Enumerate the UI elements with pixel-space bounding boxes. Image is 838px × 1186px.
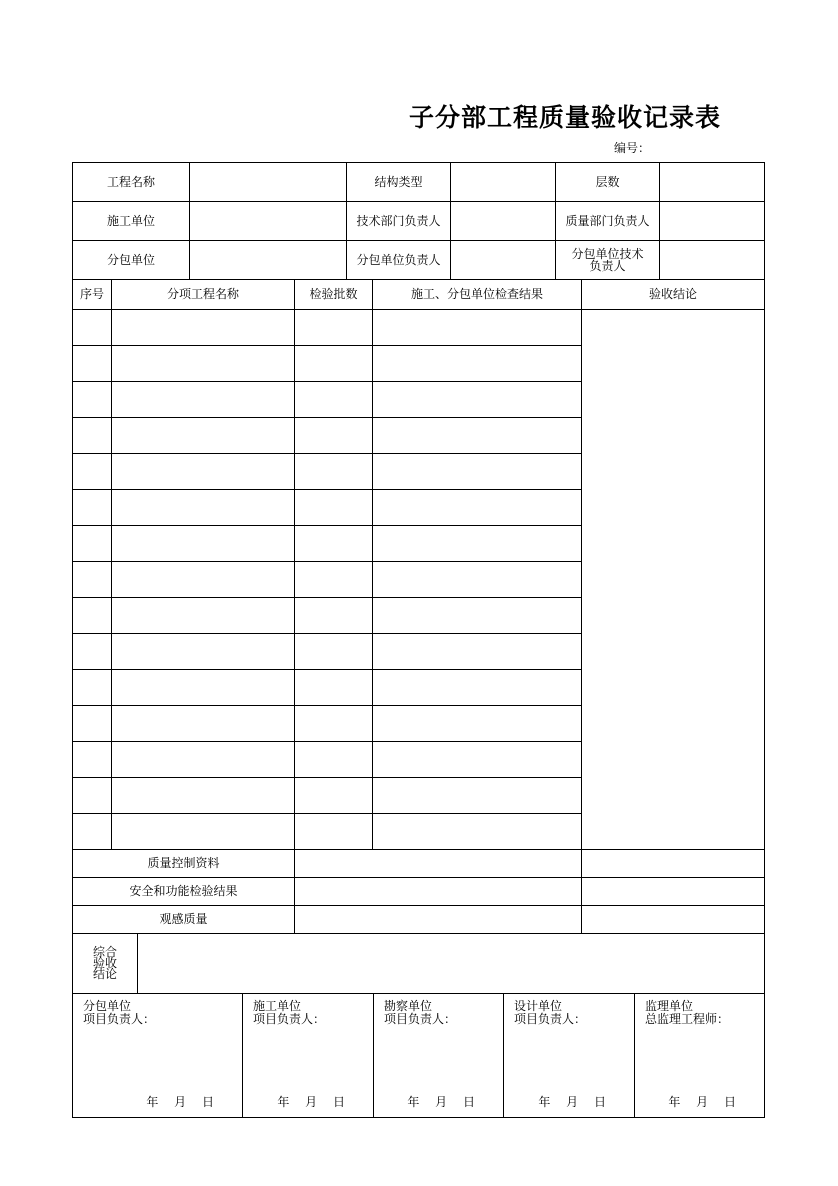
row-item-name[interactable]: [111, 453, 295, 490]
appearance-conclusion[interactable]: [581, 905, 765, 934]
row-check-result[interactable]: [372, 381, 582, 418]
signature-role: 项目负责人：: [384, 1012, 457, 1026]
row-no[interactable]: [72, 309, 112, 346]
overall-field[interactable]: [137, 933, 765, 994]
row-no[interactable]: [72, 813, 112, 850]
label-subcontractor: 分包单位: [72, 240, 190, 280]
label-sub-tech-manager: [555, 240, 660, 280]
header-item-name: 分项工程名称: [111, 279, 295, 310]
label-project-name: 工程名称: [72, 162, 190, 202]
label-safety-results: 安全和功能检验结果: [72, 877, 295, 906]
row-item-name[interactable]: [111, 741, 295, 778]
signature-block[interactable]: [373, 993, 504, 1118]
signature-block[interactable]: [634, 993, 765, 1118]
signature-unit: 监理单位: [645, 999, 694, 1013]
quality-manager-field[interactable]: [659, 201, 765, 241]
row-check-result[interactable]: [372, 669, 582, 706]
signature-role: 项目负责人：: [83, 1012, 156, 1026]
contractor-field[interactable]: [189, 201, 347, 241]
row-no[interactable]: [72, 345, 112, 382]
row-check-result[interactable]: [372, 561, 582, 598]
row-batch-count[interactable]: [294, 309, 373, 346]
header-batch-count: 检验批数: [294, 279, 373, 310]
label-line: 验收: [92, 956, 117, 970]
row-batch-count[interactable]: [294, 561, 373, 598]
row-check-result[interactable]: [372, 597, 582, 634]
row-no[interactable]: [72, 597, 112, 634]
signature-role: 项目负责人：: [514, 1012, 587, 1026]
code-label: 编号：: [614, 141, 651, 155]
project-name-field[interactable]: [189, 162, 347, 202]
signature-role: 总监理工程师：: [645, 1012, 730, 1026]
row-batch-count[interactable]: [294, 417, 373, 454]
quality-docs-conclusion[interactable]: [581, 849, 765, 878]
signature-date: 年 月 日: [538, 1095, 606, 1109]
row-no[interactable]: [72, 705, 112, 742]
row-check-result[interactable]: [372, 453, 582, 490]
row-batch-count[interactable]: [294, 345, 373, 382]
signature-date: 年 月 日: [668, 1095, 736, 1109]
safety-results-conclusion[interactable]: [581, 877, 765, 906]
row-no[interactable]: [72, 669, 112, 706]
row-batch-count[interactable]: [294, 669, 373, 706]
row-item-name[interactable]: [111, 813, 295, 850]
floors-field[interactable]: [659, 162, 765, 202]
label-sub-manager: 分包单位负责人: [346, 240, 451, 280]
row-no[interactable]: [72, 525, 112, 562]
row-batch-count[interactable]: [294, 741, 373, 778]
row-check-result[interactable]: [372, 633, 582, 670]
row-item-name[interactable]: [111, 597, 295, 634]
header-check-result: 施工、分包单位检查结果: [372, 279, 582, 310]
row-check-result[interactable]: [372, 309, 582, 346]
row-item-name[interactable]: [111, 525, 295, 562]
row-no[interactable]: [72, 561, 112, 598]
label-line: 综合: [92, 945, 117, 959]
structure-type-field[interactable]: [450, 162, 556, 202]
row-item-name[interactable]: [111, 777, 295, 814]
signature-role: 项目负责人：: [253, 1012, 326, 1026]
quality-docs-field[interactable]: [294, 849, 582, 878]
label-line: 分包单位技术: [571, 247, 644, 261]
row-item-name[interactable]: [111, 633, 295, 670]
signature-block[interactable]: [503, 993, 635, 1118]
row-check-result[interactable]: [372, 813, 582, 850]
row-check-result[interactable]: [372, 525, 582, 562]
row-item-name[interactable]: [111, 417, 295, 454]
row-no[interactable]: [72, 741, 112, 778]
signature-unit: 施工单位: [253, 999, 302, 1013]
signature-date: 年 月 日: [146, 1095, 214, 1109]
label-floors: 层数: [555, 162, 660, 202]
label-overall: [72, 933, 138, 994]
row-check-result[interactable]: [372, 345, 582, 382]
row-check-result[interactable]: [372, 417, 582, 454]
row-batch-count[interactable]: [294, 489, 373, 526]
header-conclusion: 验收结论: [581, 279, 765, 310]
subcontractor-field[interactable]: [189, 240, 347, 280]
row-item-name[interactable]: [111, 345, 295, 382]
row-item-name[interactable]: [111, 309, 295, 346]
sub-manager-field[interactable]: [450, 240, 556, 280]
label-line: 结论: [92, 967, 117, 981]
row-no[interactable]: [72, 777, 112, 814]
row-item-name[interactable]: [111, 381, 295, 418]
row-item-name[interactable]: [111, 669, 295, 706]
row-item-name[interactable]: [111, 561, 295, 598]
signature-unit: 勘察单位: [384, 999, 433, 1013]
header-no: 序号: [72, 279, 112, 310]
row-batch-count[interactable]: [294, 633, 373, 670]
row-no[interactable]: [72, 633, 112, 670]
row-check-result[interactable]: [372, 741, 582, 778]
appearance-field[interactable]: [294, 905, 582, 934]
label-structure-type: 结构类型: [346, 162, 451, 202]
row-batch-count[interactable]: [294, 705, 373, 742]
row-check-result[interactable]: [372, 489, 582, 526]
row-check-result[interactable]: [372, 705, 582, 742]
label-appearance: 观感质量: [72, 905, 295, 934]
label-tech-manager: 技术部门负责人: [346, 201, 451, 241]
tech-manager-field[interactable]: [450, 201, 556, 241]
row-no[interactable]: [72, 381, 112, 418]
signature-unit: 分包单位: [83, 999, 132, 1013]
row-batch-count[interactable]: [294, 381, 373, 418]
sub-tech-manager-field[interactable]: [659, 240, 765, 280]
label-line: 负责人: [589, 259, 626, 273]
signature-date: 年 月 日: [407, 1095, 475, 1109]
row-batch-count[interactable]: [294, 777, 373, 814]
row-item-name[interactable]: [111, 705, 295, 742]
row-no[interactable]: [72, 489, 112, 526]
row-no[interactable]: [72, 417, 112, 454]
row-no[interactable]: [72, 453, 112, 490]
page-title: 子分部工程质量验收记录表: [408, 103, 721, 132]
label-contractor: 施工单位: [72, 201, 190, 241]
row-batch-count[interactable]: [294, 453, 373, 490]
conclusion-field[interactable]: [581, 309, 765, 850]
signature-block[interactable]: [242, 993, 374, 1118]
signature-block[interactable]: [72, 993, 243, 1118]
safety-results-field[interactable]: [294, 877, 582, 906]
row-check-result[interactable]: [372, 777, 582, 814]
row-item-name[interactable]: [111, 489, 295, 526]
row-batch-count[interactable]: [294, 813, 373, 850]
row-batch-count[interactable]: [294, 597, 373, 634]
signature-unit: 设计单位: [514, 999, 563, 1013]
signature-date: 年 月 日: [277, 1095, 345, 1109]
row-batch-count[interactable]: [294, 525, 373, 562]
label-quality-docs: 质量控制资料: [72, 849, 295, 878]
label-quality-manager: 质量部门负责人: [555, 201, 660, 241]
